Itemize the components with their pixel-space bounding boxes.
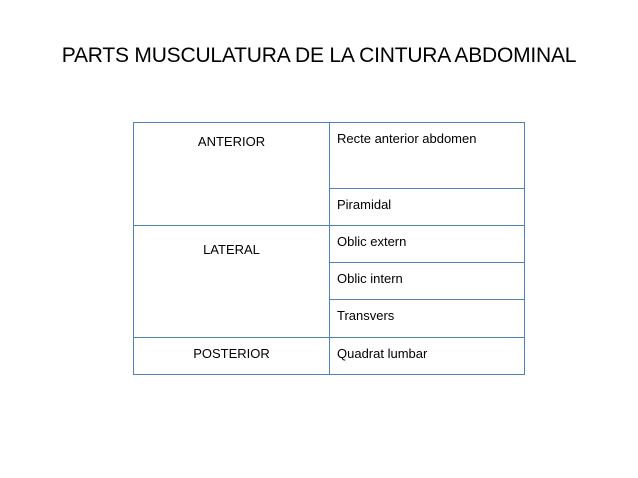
muscle-cell: Piramidal xyxy=(330,188,525,225)
muscle-cell: Oblic intern xyxy=(330,263,525,300)
muscle-cell: Quadrat lumbar xyxy=(330,337,525,374)
muscle-table xyxy=(133,122,525,375)
group-label: LATERAL xyxy=(203,241,260,257)
muscle-cell: Oblic extern xyxy=(330,225,525,262)
table-row xyxy=(134,225,525,262)
group-label: POSTERIOR xyxy=(193,345,270,361)
group-cell-lateral xyxy=(134,225,330,337)
group-cell-anterior xyxy=(134,123,330,226)
group-label: ANTERIOR xyxy=(197,134,266,150)
table-row xyxy=(134,337,525,374)
muscle-cell: Transvers xyxy=(330,300,525,337)
table-row xyxy=(134,123,525,189)
group-cell-posterior xyxy=(134,337,330,374)
muscle-cell: Recte anterior abdomen xyxy=(330,123,525,189)
page-title: PARTS MUSCULATURA DE LA CINTURA ABDOMINAL xyxy=(61,44,577,67)
